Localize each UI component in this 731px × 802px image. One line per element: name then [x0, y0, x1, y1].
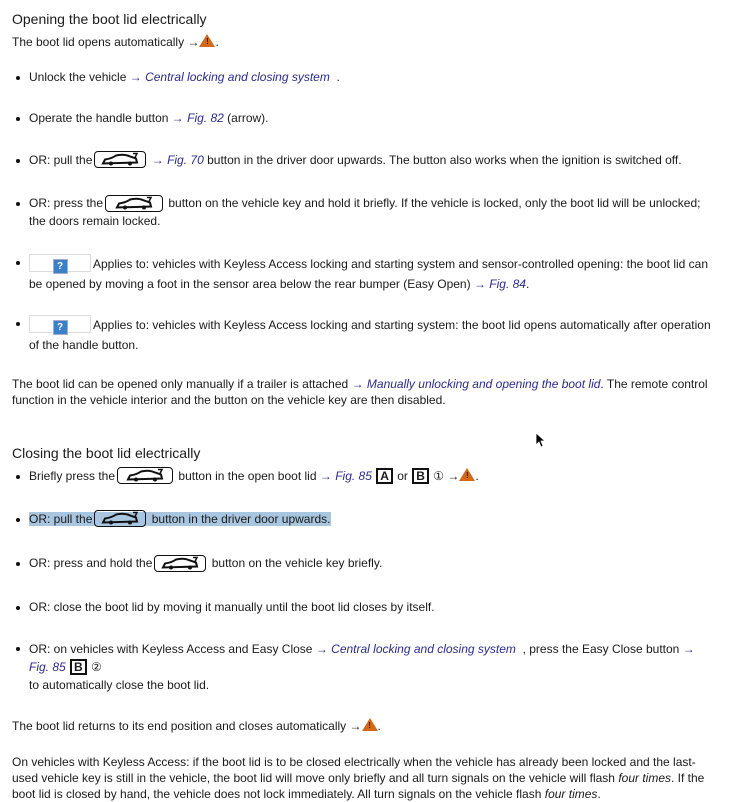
list-item-selected: OR: pull the button in the driver door upwards. — [12, 511, 717, 528]
list-item: OR: press the button on the vehicle key and hold it briefly. If the vehicle is locked, only the boot lid will be unlocked; the doors remain locked. — [12, 195, 717, 229]
link-manual-unlock[interactable]: Manually unlocking and opening the boot lid — [366, 376, 601, 391]
boot-lid-button-icon — [105, 195, 163, 212]
link-fig-85[interactable]: Fig. 85 — [335, 468, 372, 483]
end-position-note: The boot lid returns to its end position and closes automatically → ! . — [12, 718, 381, 733]
fig-label-b: B — [70, 659, 87, 675]
list-item: ? Applies to: vehicles with Keyless Access locking and starting system: the boot lid opens automatically after operation of the handle button. — [12, 315, 717, 355]
help-icon[interactable]: ? — [29, 254, 91, 272]
link-fig-82[interactable]: Fig. 82 — [187, 111, 224, 125]
keyless-note: On vehicles with Keyless Access: if the boot lid is to be closed electrically when the vehicle has already been locked and the last-used vehicle key is still in the vehicle, the boot lid will move only briefly and all turn signals on the vehicle will flash four times. If the boot lid is closed by hand, the vehicle does not lock immediately. All turn signals on the vehicle flash four times. — [12, 754, 705, 801]
warning-icon[interactable]: ! — [199, 34, 215, 47]
list-item: OR: on vehicles with Keyless Access and Easy Close → Central locking and closing system , press the Easy Close button → Fig. 85 B ② to automatically close the boot lid. — [12, 640, 717, 694]
warning-icon[interactable]: ! — [459, 468, 475, 481]
boot-lid-button-icon — [94, 151, 146, 168]
list-item: Unlock the vehicle → Central locking and closing system . — [12, 69, 717, 86]
list-item: OR: close the boot lid by moving it manually until the boot lid closes by itself. — [12, 599, 717, 616]
link-central-locking[interactable]: Central locking and closing system — [145, 70, 330, 84]
link-central-locking[interactable]: Central locking and closing system — [331, 641, 516, 656]
boot-lid-button-icon — [94, 510, 146, 527]
list-item: Operate the handle button → Fig. 82 (arrow). — [12, 110, 717, 127]
list-item: OR: pull the → Fig. 70 button in the driver door upwards. The button also works when the ignition is switched off. — [12, 152, 717, 169]
help-icon[interactable]: ? — [29, 315, 91, 333]
list-item: ? Applies to: vehicles with Keyless Access locking and starting system and sensor-controlled opening: the boot lid can be opened by moving a foot in the sensor area below the rear bumper (Easy Open) → Fig. 84. — [12, 254, 717, 294]
fig-label-a: A — [376, 468, 393, 484]
list-item: Briefly press the button in the open boot lid → Fig. 85 A or B ① → ! . — [12, 468, 717, 485]
link-fig-85[interactable]: Fig. 85 — [29, 659, 66, 674]
mouse-cursor-icon — [535, 432, 545, 448]
intro-text: The boot lid opens automatically → ! . — [12, 35, 219, 49]
boot-lid-button-icon — [117, 467, 173, 484]
link-fig-84[interactable]: Fig. 84 — [489, 276, 526, 291]
link-fig-70[interactable]: Fig. 70 — [167, 153, 204, 167]
boot-lid-button-icon — [154, 555, 206, 572]
fig-label-b: B — [412, 468, 429, 484]
warning-icon[interactable]: ! — [362, 718, 378, 731]
section-title-closing: Closing the boot lid electrically — [12, 444, 201, 461]
trailer-note: The boot lid can be opened only manually if a trailer is attached → Manually unlocking and opening the boot lid. The remote control function in the vehicle interior and the button on the vehicle key are then disabled. — [12, 376, 708, 407]
list-item: OR: press and hold the button on the vehicle key briefly. — [12, 555, 717, 572]
section-title-opening: Opening the boot lid electrically — [12, 11, 207, 27]
